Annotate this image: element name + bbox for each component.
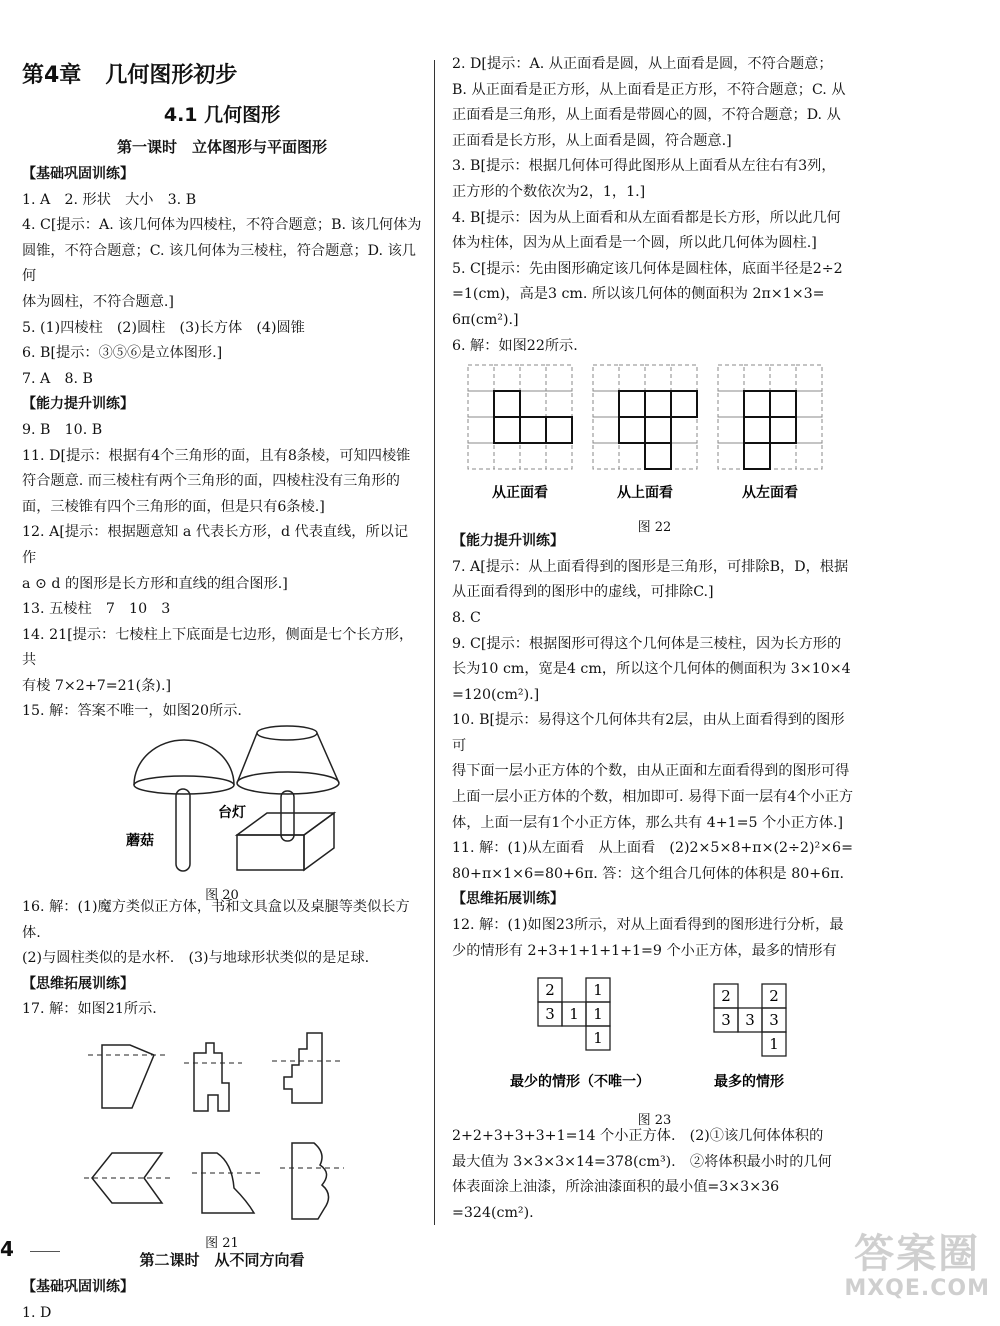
- answer-line: 5. C[提示：先由图形确定该几何体是圆柱体，底面半径是2÷2: [452, 260, 843, 277]
- view-square: [619, 391, 645, 417]
- view-square: [770, 391, 796, 417]
- mushroom-label: 蘑菇: [126, 833, 154, 850]
- max-cell-number: 2: [769, 987, 779, 1006]
- view-label: 从左面看: [742, 485, 798, 502]
- watermark-bottom: MXQE.COM: [844, 1276, 990, 1301]
- view-square: [645, 443, 671, 469]
- chapter-heading: [22, 54, 422, 98]
- figure-20-drawing: [22, 725, 422, 875]
- view-square: [671, 391, 697, 417]
- figure-20-caption: 图 20: [205, 887, 239, 903]
- grid-cell: [546, 417, 572, 443]
- answer-line: 得下面一层小正方体的个数，由从正面和左面看得到的图形可得: [452, 763, 850, 780]
- view-square: [770, 417, 796, 443]
- grid-cell: [796, 365, 822, 391]
- answer-line: 正方形的个数依次为2，1，1.]: [452, 183, 646, 200]
- answer-line: B. 从正面看是正方形，从上面看是正方形，不符合题意；C. 从: [452, 81, 846, 98]
- answer-line: 2. D[提示：A. 从正面看是圆，从上面看是圆，不符合题意；: [452, 56, 833, 72]
- answer-line: 4. B[提示：因为从上面看和从左面看都是长方形，所以此几何: [452, 209, 841, 226]
- view-grid: [718, 365, 822, 501]
- answer-line: 11. 解：(1)从左面看 从上面看 (2)2×5×8+π×(2÷2)²×6=: [452, 840, 853, 857]
- answer-line: 80+π×1×6=80+6π. 答：这个组合几何体的体积是 80+6π.: [452, 865, 845, 882]
- grid-cell: [744, 417, 770, 443]
- figure-23: [452, 964, 857, 1128]
- grid-cell: [770, 365, 796, 391]
- max-cell-number: 3: [721, 1011, 731, 1030]
- answer-line: 1. A 2. 形状 大小 3. B: [22, 191, 197, 208]
- grid-cell: [796, 417, 822, 443]
- max-cell-number: 2: [721, 987, 731, 1006]
- view-square: [744, 443, 770, 469]
- grid-cell: [770, 443, 796, 469]
- answer-line: 2+2+3+3+3+1=14 个小正方体. (2)①该几何体体积的: [452, 1128, 824, 1145]
- answer-line: 13. 五棱柱 7 10 3: [22, 601, 171, 618]
- header-ability-right: 【能力提升训练】: [452, 533, 564, 550]
- answer-line: 正面看是长方形，从上面看是圆，符合题意.]: [452, 132, 732, 149]
- lamp-drawing: [237, 726, 339, 870]
- answer-line: 7. A[提示：从上面看得到的图形是三角形，可排除B，D，根据: [452, 558, 849, 575]
- watermark: [844, 1232, 990, 1301]
- grid-cell: [468, 443, 494, 469]
- figure-23-drawing: [452, 964, 857, 1100]
- grid-cell: [718, 443, 744, 469]
- grid-cell: [468, 391, 494, 417]
- view-square: [494, 417, 520, 443]
- grid-cell: [546, 365, 572, 391]
- shape-curved: [192, 1153, 262, 1213]
- header-basic: 【基础巩固训练】: [22, 166, 134, 182]
- figure-20: [22, 725, 422, 903]
- min-cell-number: 1: [593, 1029, 603, 1048]
- answer-line: 11. D[提示：根据有4个三角形的面，且有8条棱，可知四棱锥: [22, 447, 411, 464]
- answer-line: 少的情形有 2+3+1+1+1+1=9 个小正方体，最多的情形有: [452, 942, 837, 959]
- lesson-title-1: 第一课时 立体图形与平面图形: [116, 138, 327, 156]
- grid-cell: [770, 417, 796, 443]
- min-case-label: 最少的情形（不唯一）: [510, 1074, 650, 1091]
- grid-cell: [520, 443, 546, 469]
- max-cell-number: 3: [745, 1011, 755, 1030]
- answer-line: 7. A 8. B: [22, 370, 93, 387]
- grid-cell: [494, 417, 520, 443]
- shape-steps: [272, 1033, 342, 1103]
- max-cell-number: 1: [769, 1035, 779, 1054]
- answer-line: 10. B[提示：易得这个几何体共有2层，由从上面看得到的图形可: [452, 712, 845, 754]
- view-square: [744, 391, 770, 417]
- grid-cell: [744, 365, 770, 391]
- grid-cell: [468, 417, 494, 443]
- answer-line: 1. D: [22, 1304, 52, 1321]
- grid-cell: [744, 443, 770, 469]
- view-label: 从正面看: [492, 485, 548, 502]
- grid-cell: [494, 391, 520, 417]
- grid-cell: [520, 365, 546, 391]
- min-cell-number: 3: [545, 1005, 555, 1024]
- answer-line: 15. 解：答案不唯一，如图20所示.: [22, 703, 242, 720]
- grid-cell: [619, 417, 645, 443]
- min-cell-number: 2: [545, 981, 555, 1000]
- grid-cell: [619, 365, 645, 391]
- figure-22-drawing: [452, 359, 857, 507]
- grid-cell: [718, 391, 744, 417]
- figure-21-caption: 图 21: [205, 1235, 239, 1251]
- grid-cell: [494, 365, 520, 391]
- grid-cell: [770, 391, 796, 417]
- grid-cell: [546, 443, 572, 469]
- grid-cell: [593, 443, 619, 469]
- view-label: 从上面看: [617, 485, 673, 502]
- page-number-rule: [30, 1251, 60, 1252]
- grid-cell: [619, 443, 645, 469]
- view-square: [645, 391, 671, 417]
- chapter-number: 第4章: [22, 63, 82, 88]
- shape-trapezoid: [88, 1045, 168, 1108]
- grid-cell: [468, 365, 494, 391]
- answer-line: 从正面看得到的图形中的虚线，可排除C.]: [452, 584, 714, 601]
- grid-cell: [494, 443, 520, 469]
- answer-line: 8. C: [452, 609, 481, 626]
- answer-line: 正面看是三角形，从上面看是带圆心的圆，不符合题意；D. 从: [452, 107, 841, 124]
- right-column: [452, 52, 857, 1227]
- grid-cell: [645, 365, 671, 391]
- chapter-name: 几何图形初步: [105, 63, 238, 88]
- answer-line: 4. C[提示：A. 该几何体为四棱柱，不符合题意；B. 该几何体为: [22, 217, 422, 234]
- answer-line: 上面一层小正方体的个数，相加即可. 易得下面一层有4个小正方: [452, 789, 854, 806]
- answer-line: 5. (1)四棱柱 (2)圆柱 (3)长方体 (4)圆锥: [22, 319, 305, 336]
- grid-cell: [796, 443, 822, 469]
- answer-line: 12. A[提示：根据题意知 a 代表长方形，d 代表直线，所以记作: [22, 524, 409, 566]
- answer-line: 6π(cm²).]: [452, 311, 519, 328]
- min-cell-number: 1: [593, 1005, 603, 1024]
- answer-line: 14. 21[提示：七棱柱上下底面是七边形，侧面是七个长方形，共: [22, 626, 414, 669]
- shape-castle: [184, 1043, 242, 1111]
- lesson-title-2: 第二课时 从不同方向看: [139, 1251, 305, 1270]
- max-cell-number: 3: [769, 1011, 779, 1030]
- view-square: [744, 417, 770, 443]
- section-title: 4.1 几何图形: [163, 104, 281, 126]
- answer-line: =324(cm²).: [452, 1205, 534, 1221]
- answer-line: 12. 解：(1)如图23所示，对从上面看得到的图形进行分析，最: [452, 917, 844, 934]
- answer-line: 9. B 10. B: [22, 421, 103, 438]
- grid-cell: [671, 391, 697, 417]
- grid-cell: [593, 417, 619, 443]
- grid-cell: [645, 417, 671, 443]
- answer-line: 17. 解：如图21所示.: [22, 1001, 157, 1018]
- answer-line: 面，三棱锥有四个三角形的面，但是只有6条棱.]: [22, 498, 325, 515]
- basic-answers: [22, 188, 422, 393]
- header-thinking-right: 【思维拓展训练】: [452, 891, 564, 908]
- grid-cell: [593, 365, 619, 391]
- answer-line: 符合题意. 而三棱柱有两个三角形的面，四棱柱没有三角形的: [22, 473, 400, 490]
- answer-line: a ⊙ d 的图形是长方形和直线的组合图形.]: [22, 575, 288, 592]
- figure-22: [452, 359, 857, 535]
- grid-cell: [671, 365, 697, 391]
- view-square: [494, 391, 520, 417]
- answer-line: 体为柱体，因为从上面看是一个圆，所以此几何体为圆柱.]: [452, 235, 817, 252]
- view-grid: [593, 365, 697, 501]
- lesson2-answers: [452, 52, 857, 359]
- answer-line: =120(cm²).]: [452, 686, 540, 703]
- figure-21-drawing: [22, 1023, 422, 1223]
- header-ability: 【能力提升训练】: [22, 396, 134, 413]
- shape-wavy: [280, 1143, 344, 1219]
- figure-21: [22, 1023, 422, 1251]
- grid-cell: [718, 417, 744, 443]
- answer-line: (2)与圆柱类似的是水杯. (3)与地球形状类似的是足球.: [22, 950, 370, 967]
- answer-line: 圆锥，不符合题意；C. 该几何体为三棱柱，符合题意；D. 该几何: [22, 242, 416, 285]
- view-square: [645, 417, 671, 443]
- min-cell-number: 1: [593, 981, 603, 1000]
- grid-cell: [520, 391, 546, 417]
- answer-line: =1(cm)，高是3 cm. 所以该几何体的侧面积为 2π×1×3=: [452, 286, 825, 303]
- ability-answers-right: [452, 555, 857, 888]
- shape-chevron: [84, 1153, 170, 1203]
- answer-line: 6. B[提示：③⑤⑥是立体图形.]: [22, 345, 223, 362]
- answer-line: 长为10 cm，宽是4 cm，所以这个几何体的侧面积为 3×10×4: [452, 661, 851, 678]
- figure-22-caption: 图 22: [637, 519, 672, 535]
- grid-cell: [520, 417, 546, 443]
- view-square: [546, 417, 572, 443]
- answer-line: 6. 解：如图22所示.: [452, 337, 578, 354]
- left-column: [22, 52, 422, 1326]
- grid-cell: [619, 391, 645, 417]
- figure-23-caption: 图 23: [637, 1112, 672, 1128]
- grid-cell: [744, 391, 770, 417]
- view-square: [520, 417, 546, 443]
- page-number: 4: [0, 1237, 14, 1261]
- view-square: [619, 417, 645, 443]
- answer-line: 体，上面一层有1个小正方体，那么共有 4+1=5 个小正方体.]: [452, 814, 844, 831]
- view-grid: [468, 365, 572, 501]
- answer-line: 3. B[提示：根据几何体可得此图形从上面看从左往右有3列，: [452, 158, 836, 175]
- header-thinking: 【思维拓展训练】: [22, 975, 134, 992]
- answer-line: 体为圆柱，不符合题意.]: [22, 293, 174, 310]
- answer-line: 9. C[提示：根据图形可得这个几何体是三棱柱，因为长方形的: [452, 635, 842, 652]
- grid-cell: [645, 391, 671, 417]
- header-basic-2: 【基础巩固训练】: [22, 1279, 134, 1296]
- grid-cell: [718, 365, 744, 391]
- answer-line: 体表面涂上油漆，所涂油漆面积的最小值=3×3×36: [452, 1179, 780, 1196]
- lamp-label: 台灯: [218, 805, 246, 822]
- answer-line: 有棱 7×2+7=21(条).]: [22, 677, 171, 694]
- grid-cell: [593, 391, 619, 417]
- max-case-label: 最多的情形: [714, 1074, 784, 1091]
- watermark-top: 答案圈: [854, 1231, 981, 1277]
- grid-cell: [546, 391, 572, 417]
- column-divider: [434, 60, 435, 1225]
- grid-cell: [645, 443, 671, 469]
- grid-cell: [671, 443, 697, 469]
- answer-line: 16. 解：(1)魔方类似正方体，书和文具盒以及桌腿等类似长方体.: [22, 899, 410, 941]
- grid-cell: [796, 391, 822, 417]
- answer-line: 最大值为 3×3×3×14=378(cm³). ②将体积最小时的几何: [452, 1153, 832, 1170]
- ability-answers: [22, 418, 422, 725]
- min-cell-number: 1: [569, 1005, 579, 1024]
- grid-cell: [671, 417, 697, 443]
